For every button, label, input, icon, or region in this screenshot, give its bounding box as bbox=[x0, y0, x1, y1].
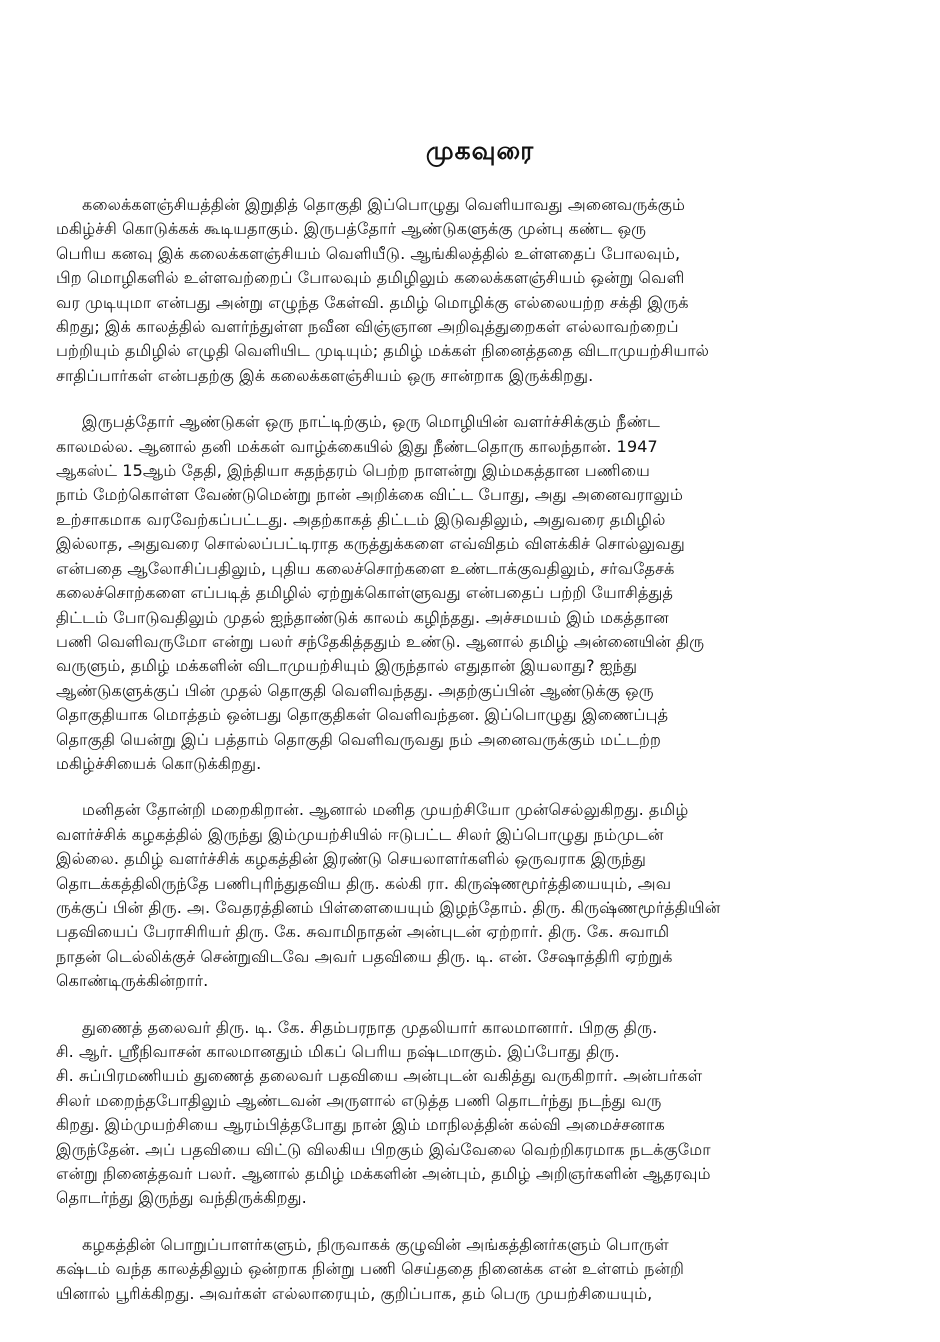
text-line: யினால் பூரிக்கிறது. அவர்கள் எல்லாரையும், குறிப்பாக, தம் பெரு முயற்சியையும், bbox=[56, 1283, 653, 1303]
text-line: கலைக்களஞ்சியத்தின் இறுதித் தொகுதி இப்பொழுது வெளியாவது அனைவருக்கும் bbox=[82, 195, 686, 214]
text-line: தொகுதி யென்று இப் பத்தாம் தொகுதி வெளிவருவது நம் அனைவருக்கும் மட்டற்ற bbox=[56, 729, 662, 749]
paragraph bbox=[56, 193, 904, 388]
text-line: தொடர்ந்து இருந்து வந்திருக்கிறது. bbox=[56, 1188, 307, 1208]
text-line: பிற மொழிகளில் உள்ளவற்றைப் போலவும் தமிழிலும் கலைக்களஞ்சியம் ஒன்று வெளி bbox=[56, 268, 685, 288]
text-line: துணைத் தலைவர் திரு. டி. கே. சிதம்பரநாத முதலியார் காலமானார். பிறகு திரு. bbox=[82, 1017, 658, 1037]
text-line: கிறது; இக் காலத்தில் வளர்ந்துள்ள நவீன விஞ்ஞான அறிவுத்துறைகள் எல்லாவற்றைப் bbox=[56, 317, 679, 337]
text-line: கிறது. இம்முயற்சியை ஆரம்பித்தபோது நான் இம் மாநிலத்தின் கல்வி அமைச்சனாக bbox=[56, 1115, 665, 1135]
text-line: வருளும், தமிழ் மக்களின் விடாமுயற்சியும் இருந்தால் எதுதான் இயலாது? ஐந்து bbox=[56, 656, 638, 676]
text-line: பெரிய கனவு இக் கலைக்களஞ்சியம் வெளியீடு. ஆங்கிலத்தில் உள்ளதைப் போலவும், bbox=[56, 243, 681, 263]
text-line: பதவியைப் பேராசிரியர் திரு. கே. சுவாமிநாதன் அன்புடன் ஏற்றார். திரு. கே. சுவாமி bbox=[56, 922, 670, 942]
text-line: கலைச்சொற்களை எப்படித் தமிழில் ஏற்றுக்கொள்ளுவது என்பதைப் பற்றி யோசித்துத் bbox=[56, 583, 674, 603]
text-line: காலமல்ல. ஆனால் தனி மக்கள் வாழ்க்கையில் இது நீண்டதொரு காலந்தான். 1947 bbox=[56, 436, 658, 456]
text-line: இருந்தேன். அப் பதவியை விட்டு விலகிய பிறகும் இவ்வேலை வெற்றிகரமாக நடக்குமோ bbox=[56, 1139, 711, 1159]
paragraph bbox=[56, 1016, 904, 1211]
text-line: ருக்குப் பின் திரு. அ. வேதரத்தினம் பிள்ளையையும் இழந்தோம். திரு. கிருஷ்ணமூர்த்தியின் bbox=[56, 897, 721, 917]
text-line: சாதிப்பார்கள் என்பதற்கு இக் கலைக்களஞ்சியம் ஒரு சான்றாக இருக்கிறது. bbox=[56, 365, 594, 385]
text-line: நாம் மேற்கொள்ள வேண்டுமென்று நான் அறிக்கை விட்ட போது, அது அனைவராலும் bbox=[56, 485, 683, 505]
text-line: கழகத்தின் பொறுப்பாளர்களும், நிருவாகக் குழுவின் அங்கத்தினர்களும் பொருள் bbox=[82, 1234, 669, 1254]
text-line: மகிழ்ச்சி கொடுக்கக் கூடியதாகும். இருபத்தோர் ஆண்டுகளுக்கு முன்பு கண்ட ஒரு bbox=[56, 219, 647, 239]
text-line: உற்சாகமாக வரவேற்கப்பட்டது. அதற்காகத் திட்டம் இடுவதிலும், அதுவரை தமிழில் bbox=[56, 509, 666, 529]
text-line: சிலர் மறைந்தபோதிலும் ஆண்டவன் அருளால் எடுத்த பணி தொடர்ந்து நடந்து வரு bbox=[56, 1090, 662, 1110]
text-line: என்பதை ஆலோசிப்பதிலும், புதிய கலைச்சொற்களை உண்டாக்குவதிலும், சர்வதேசக் bbox=[56, 558, 675, 578]
text-line: வளர்ச்சிக் கழகத்தில் இருந்து இம்முயற்சியில் ஈடுபட்ட சிலர் இப்பொழுது நம்முடன் bbox=[56, 824, 664, 844]
text-line: கொண்டிருக்கின்றார். bbox=[56, 971, 209, 991]
paragraph bbox=[56, 798, 904, 993]
text-line: தொடக்கத்திலிருந்தே பணிபுரிந்துதவிய திரு. கல்கி ரா. கிருஷ்ணமூர்த்தியையும், அவ bbox=[56, 873, 672, 893]
text-line: நாதன் டெல்லிக்குச் சென்றுவிடவே அவர் பதவியை திரு. டி. என். சேஷாத்திரி ஏற்றுக் bbox=[56, 946, 673, 966]
text-line: மனிதன் தோன்றி மறைகிறான். ஆனால் மனித முயற்சியோ முன்செல்லுகிறது. தமிழ் bbox=[82, 800, 689, 820]
text-line: இல்லை. தமிழ் வளர்ச்சிக் கழகத்தின் இரண்டு செயலாளர்களில் ஒருவராக இருந்து bbox=[56, 849, 647, 869]
text-line: பற்றியும் தமிழில் எழுதி வெளியிட முடியும்; தமிழ் மக்கள் நினைத்ததை விடாமுயற்சியால் bbox=[56, 341, 710, 361]
text-line: என்று நினைத்தவர் பலர். ஆனால் தமிழ் மக்களின் அன்பும், தமிழ் அறிஞர்களின் ஆதரவும் bbox=[56, 1164, 711, 1184]
text-line: ஆகஸ்ட் 15ஆம் தேதி, இந்தியா சுதந்தரம் பெற்ற நாளன்று இம்மகத்தான பணியை bbox=[56, 461, 651, 481]
text-line: மகிழ்ச்சியைக் கொடுக்கிறது. bbox=[56, 753, 262, 773]
text-line: ஆண்டுகளுக்குப் பின் முதல் தொகுதி வெளிவந்தது. அதற்குப்பின் ஆண்டுக்கு ஒரு bbox=[56, 680, 654, 700]
text-line: திட்டம் போடுவதிலும் முதல் ஐந்தாண்டுக் காலம் கழிந்தது. அச்சமயம் இம் மகத்தான bbox=[56, 607, 669, 627]
text-line: சி. சுப்பிரமணியம் துணைத் தலைவர் பதவியை அன்புடன் வகித்து வருகிறார். அன்பர்கள் bbox=[56, 1066, 703, 1086]
paragraph bbox=[56, 1233, 904, 1306]
text-line: வர முடியுமா என்பது அன்று எழுந்த கேள்வி. தமிழ் மொழிக்கு எல்லையற்ற சக்தி இருக் bbox=[56, 292, 689, 312]
text-line: இருபத்தோர் ஆண்டுகள் ஒரு நாட்டிற்கும், ஒரு மொழியின் வளர்ச்சிக்கும் நீண்ட bbox=[82, 412, 661, 432]
paragraph bbox=[56, 410, 904, 776]
page-title: முகவுரை bbox=[425, 136, 535, 165]
text-line: கஷ்டம் வந்த காலத்திலும் ஒன்றாக நின்று பணி செய்ததை நினைக்க என் உள்ளம் நன்றி bbox=[56, 1259, 685, 1279]
text-line: பணி வெளிவருமோ என்று பலர் சந்தேகித்ததும் உண்டு. ஆனால் தமிழ் அன்னையின் திரு bbox=[56, 631, 705, 651]
text-line: தொகுதியாக மொத்தம் ஒன்பது தொகுதிகள் வெளிவந்தன. இப்பொழுது இணைப்புத் bbox=[56, 705, 669, 725]
text-line: சி. ஆர். ஸ்ரீநிவாசன் காலமானதும் மிகப் பெரிய நஷ்டமாகும். இப்போது திரு. bbox=[56, 1042, 620, 1061]
text-line: இல்லாத, அதுவரை சொல்லப்பட்டிராத கருத்துக்களை எவ்விதம் விளக்கிச் சொல்லுவது bbox=[56, 534, 685, 554]
